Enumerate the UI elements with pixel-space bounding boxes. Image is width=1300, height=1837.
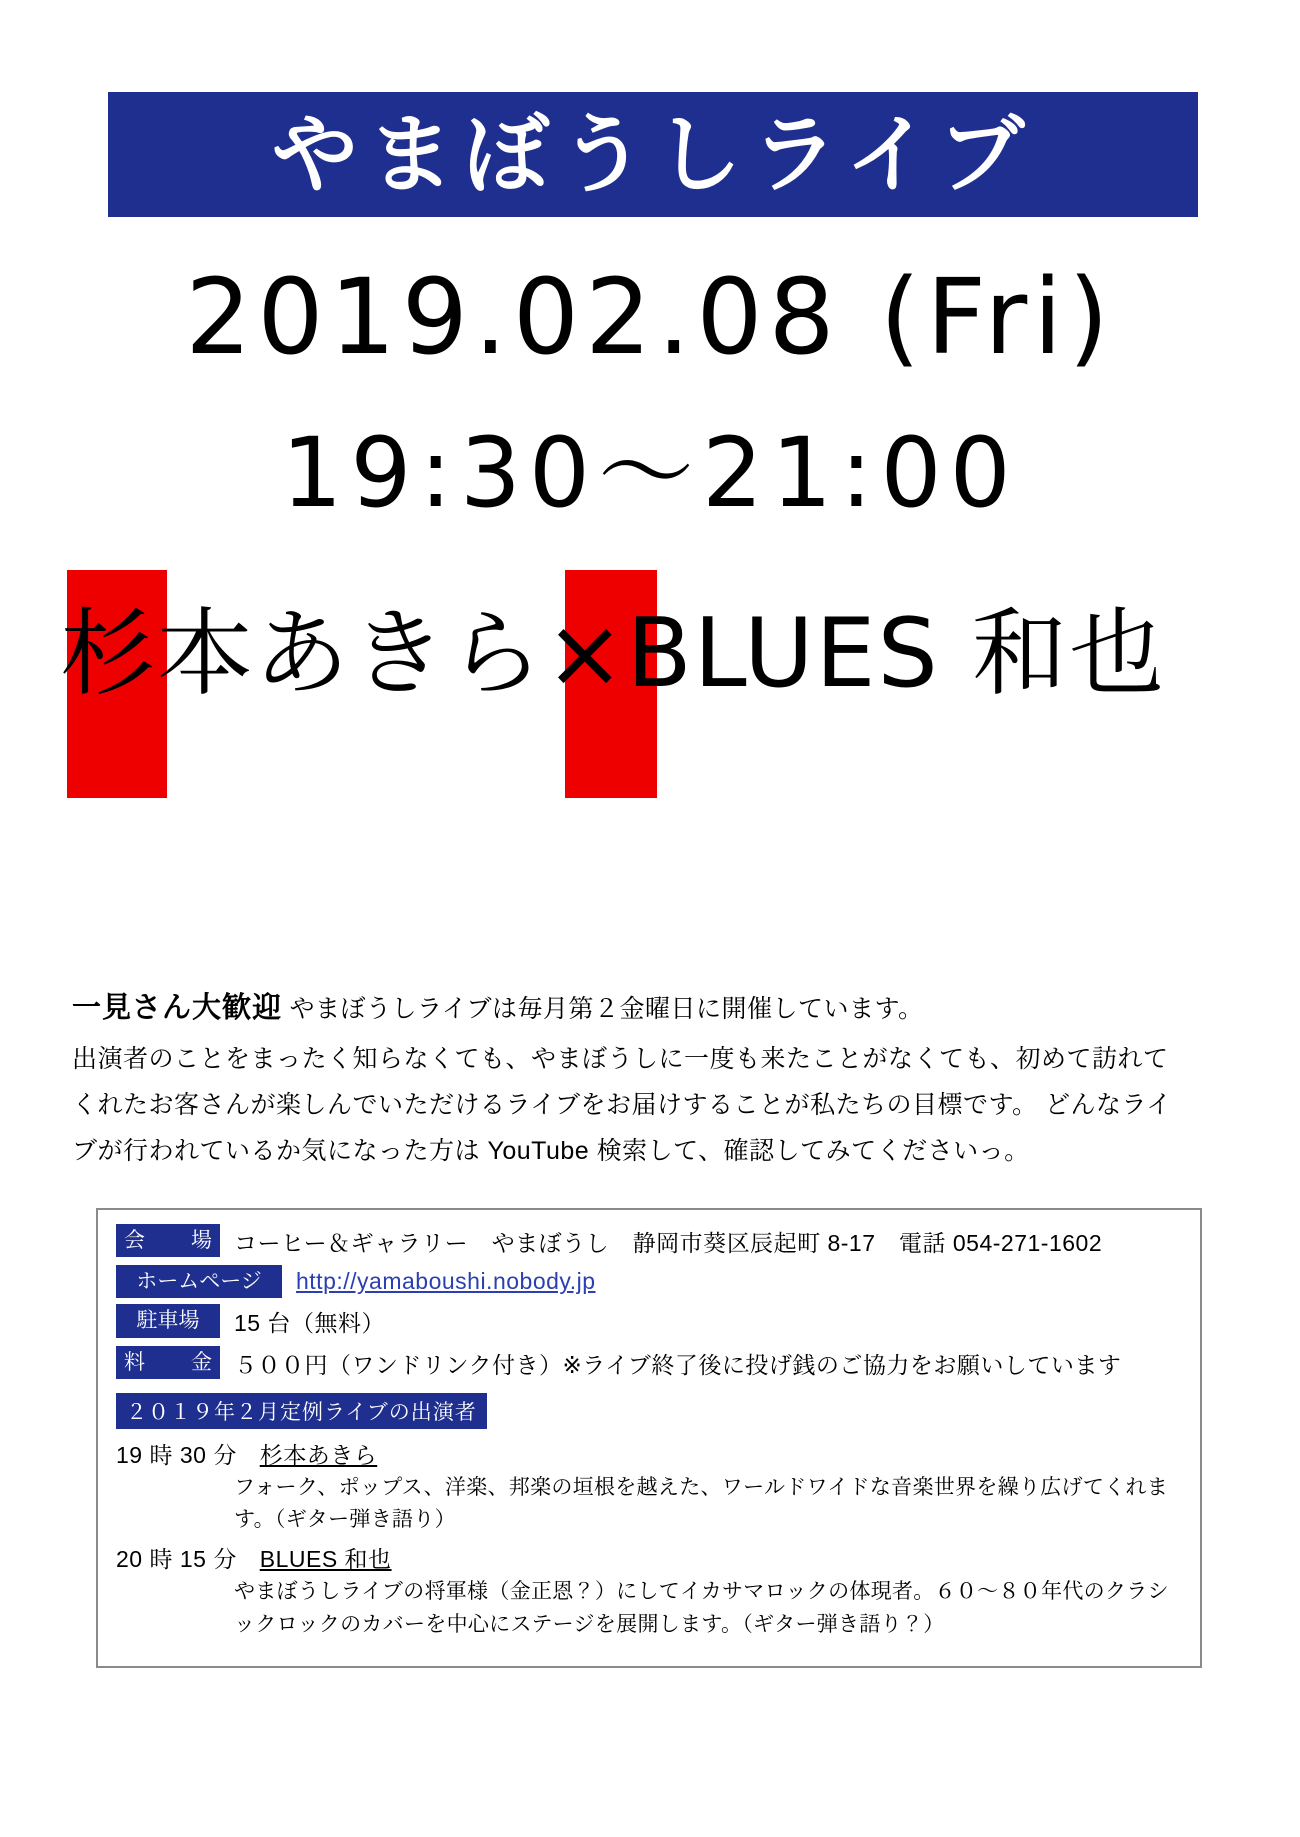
act-time-2: 20 時 15 分 <box>116 1545 237 1572</box>
info-row-venue <box>116 1224 1182 1259</box>
month-lineup-heading: ２０１９年２月定例ライブの出演者 <box>116 1393 487 1429</box>
event-time: 19:30〜21:00 <box>281 417 1019 529</box>
intro-body: 出演者のことをまったく知らなくても、やまぼうしに一度も来たことがなくても、初めて訪れてくれたお客さんが楽しんでいただけるライブをお届けすることが私たちの目標です。 どんなライブが行われているか気になった方は YouTube 検索して、確認してみてくださいっ。 <box>72 1044 1172 1166</box>
info-row-fee <box>116 1346 1182 1381</box>
info-label-homepage: ホームページ <box>116 1265 282 1298</box>
performers-headline <box>60 570 1250 810</box>
act-row-2 <box>116 1541 1182 1574</box>
event-date: 2019.02.08 (Fri) <box>185 256 1115 378</box>
homepage-link[interactable]: http://yamaboushi.nobody.jp <box>296 1268 596 1295</box>
act-name-1: 杉本あきら <box>259 1441 378 1468</box>
info-label-venue: 会 場 <box>116 1224 220 1257</box>
info-value-venue: コーヒー＆ギャラリー やまぼうし 静岡市葵区辰起町 8-17 電話 054-271-1602 <box>234 1230 1103 1256</box>
intro-lead-rest: やまぼうしライブは毎月第２金曜日に開催しています。 <box>289 995 924 1023</box>
info-value-parking: 15 台（無料） <box>234 1310 385 1337</box>
info-row-homepage <box>116 1265 1182 1298</box>
intro-paragraph <box>72 982 1192 1174</box>
info-box <box>96 1208 1202 1668</box>
performers-text: 杉本あきら×BLUES 和也 <box>60 599 1167 709</box>
title-banner <box>108 92 1198 217</box>
act-desc-1: フォーク、ポップス、洋楽、邦楽の垣根を越えた、ワールドワイドな音楽世界を繰り広げてくれます。（ギター弾き語り） <box>234 1475 1169 1532</box>
act-desc-2: やまぼうしライブの将軍様（金正恩？）にしてイカサマロックの体現者。６０〜８０年代のクラシックロックのカバーを中心にステージを展開します。（ギター弾き語り？） <box>234 1579 1169 1636</box>
intro-lead: 一見さん大歓迎 <box>72 992 283 1024</box>
act-name-2: BLUES 和也 <box>259 1545 392 1572</box>
info-label-fee: 料 金 <box>116 1346 220 1379</box>
act-row-1 <box>116 1437 1182 1470</box>
info-label-parking: 駐車場 <box>116 1304 220 1337</box>
poster-title: やまぼうしライブ <box>271 106 1035 203</box>
info-row-parking <box>116 1304 1182 1339</box>
info-value-fee: ５００円（ワンドリンク付き）※ライブ終了後に投げ銭のご協力をお願いしています <box>234 1351 1122 1378</box>
month-lineup-heading-wrap <box>116 1387 1182 1433</box>
act-time-1: 19 時 30 分 <box>116 1441 237 1468</box>
